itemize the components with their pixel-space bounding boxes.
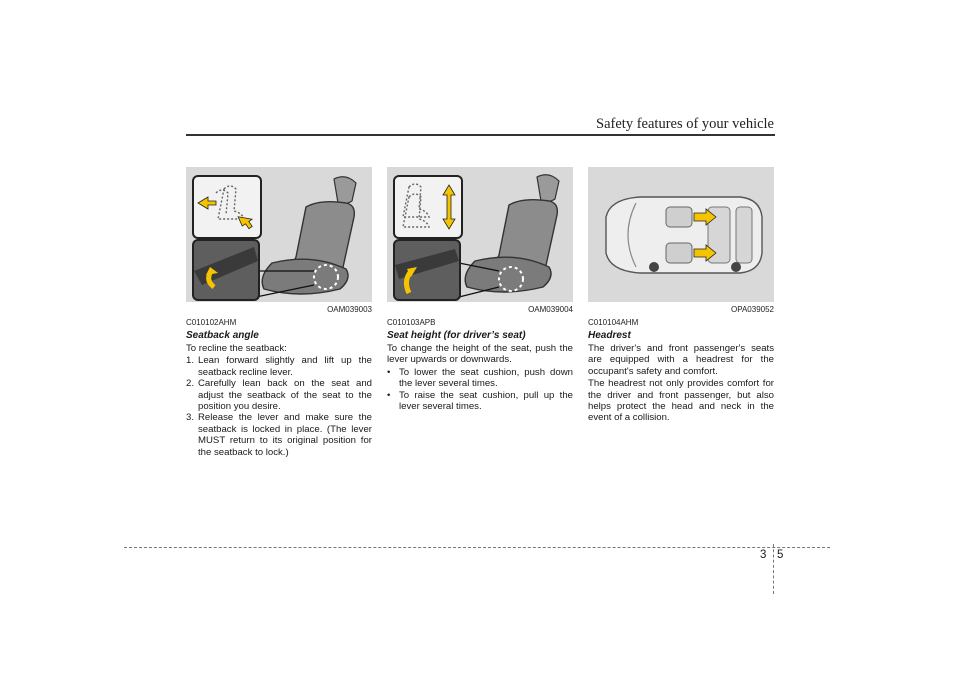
section-heading: Headrest: [588, 330, 631, 341]
paragraph: The driver's and front passenger's seats are equipped with a headrest for the occupant's safety and comfort.: [588, 343, 774, 377]
section-code: C010102AHM: [186, 318, 237, 327]
bullet-list: [387, 367, 573, 413]
section-seatback-angle: [186, 167, 372, 458]
list-item: 3. Release the lever and make sure the seatback is locked in place. (The lever MUST return to its original position for the seatback to lock.): [186, 412, 372, 458]
section-intro: To change the height of the seat, push the lever upwards or downwards.: [387, 343, 573, 366]
list-item: • To lower the seat cushion, push down the lever several times.: [387, 366, 573, 390]
footer-rule: [124, 547, 830, 548]
headrest-shape: [334, 177, 356, 204]
figure-code: OAM039004: [528, 305, 573, 314]
page-header-title: Safety features of your vehicle: [596, 116, 774, 132]
recline-inset: [192, 175, 262, 239]
seatback-figure: [186, 167, 372, 302]
cushion-shape: [262, 259, 348, 294]
seat-height-figure: [387, 167, 573, 302]
lever-inset: [192, 239, 260, 301]
paragraph: The headrest not only provides comfort for the driver and front passenger, but also helps protect the head and neck in the event of a collision.: [588, 378, 774, 424]
arrow-left-icon: [198, 197, 216, 209]
list-item: 1. Lean forward slightly and lift up the seatback recline lever.: [186, 355, 372, 378]
section-heading: Seat height (for driver’s seat): [387, 330, 526, 341]
figure-code: OAM039003: [327, 305, 372, 314]
section-code: C010104AHM: [588, 318, 639, 327]
car-top-view-illustration: [588, 167, 774, 302]
figure-code: OPA039052: [731, 305, 774, 314]
list-item: 2. Carefully lean back on the seat and adjust the seatback of the seat to the position you desire.: [186, 378, 372, 413]
header-rule: [186, 134, 775, 136]
section-heading: Seatback angle: [186, 330, 259, 341]
section-seat-height: [387, 167, 573, 412]
height-inset: [393, 175, 463, 239]
page-number: 5: [777, 549, 784, 561]
arrow-up-down-icon: [443, 185, 455, 229]
section-headrest: [588, 167, 774, 425]
list-item: • To raise the seat cushion, pull up the lever several times.: [387, 389, 573, 413]
height-lever-inset: [393, 239, 461, 301]
section-code: C010103APB: [387, 318, 436, 327]
section-intro: To recline the seatback:: [186, 343, 287, 354]
headrest-figure: [588, 167, 774, 302]
steps-list: [186, 355, 372, 458]
footer-divider: [773, 544, 774, 594]
chapter-number: 3: [760, 549, 767, 561]
